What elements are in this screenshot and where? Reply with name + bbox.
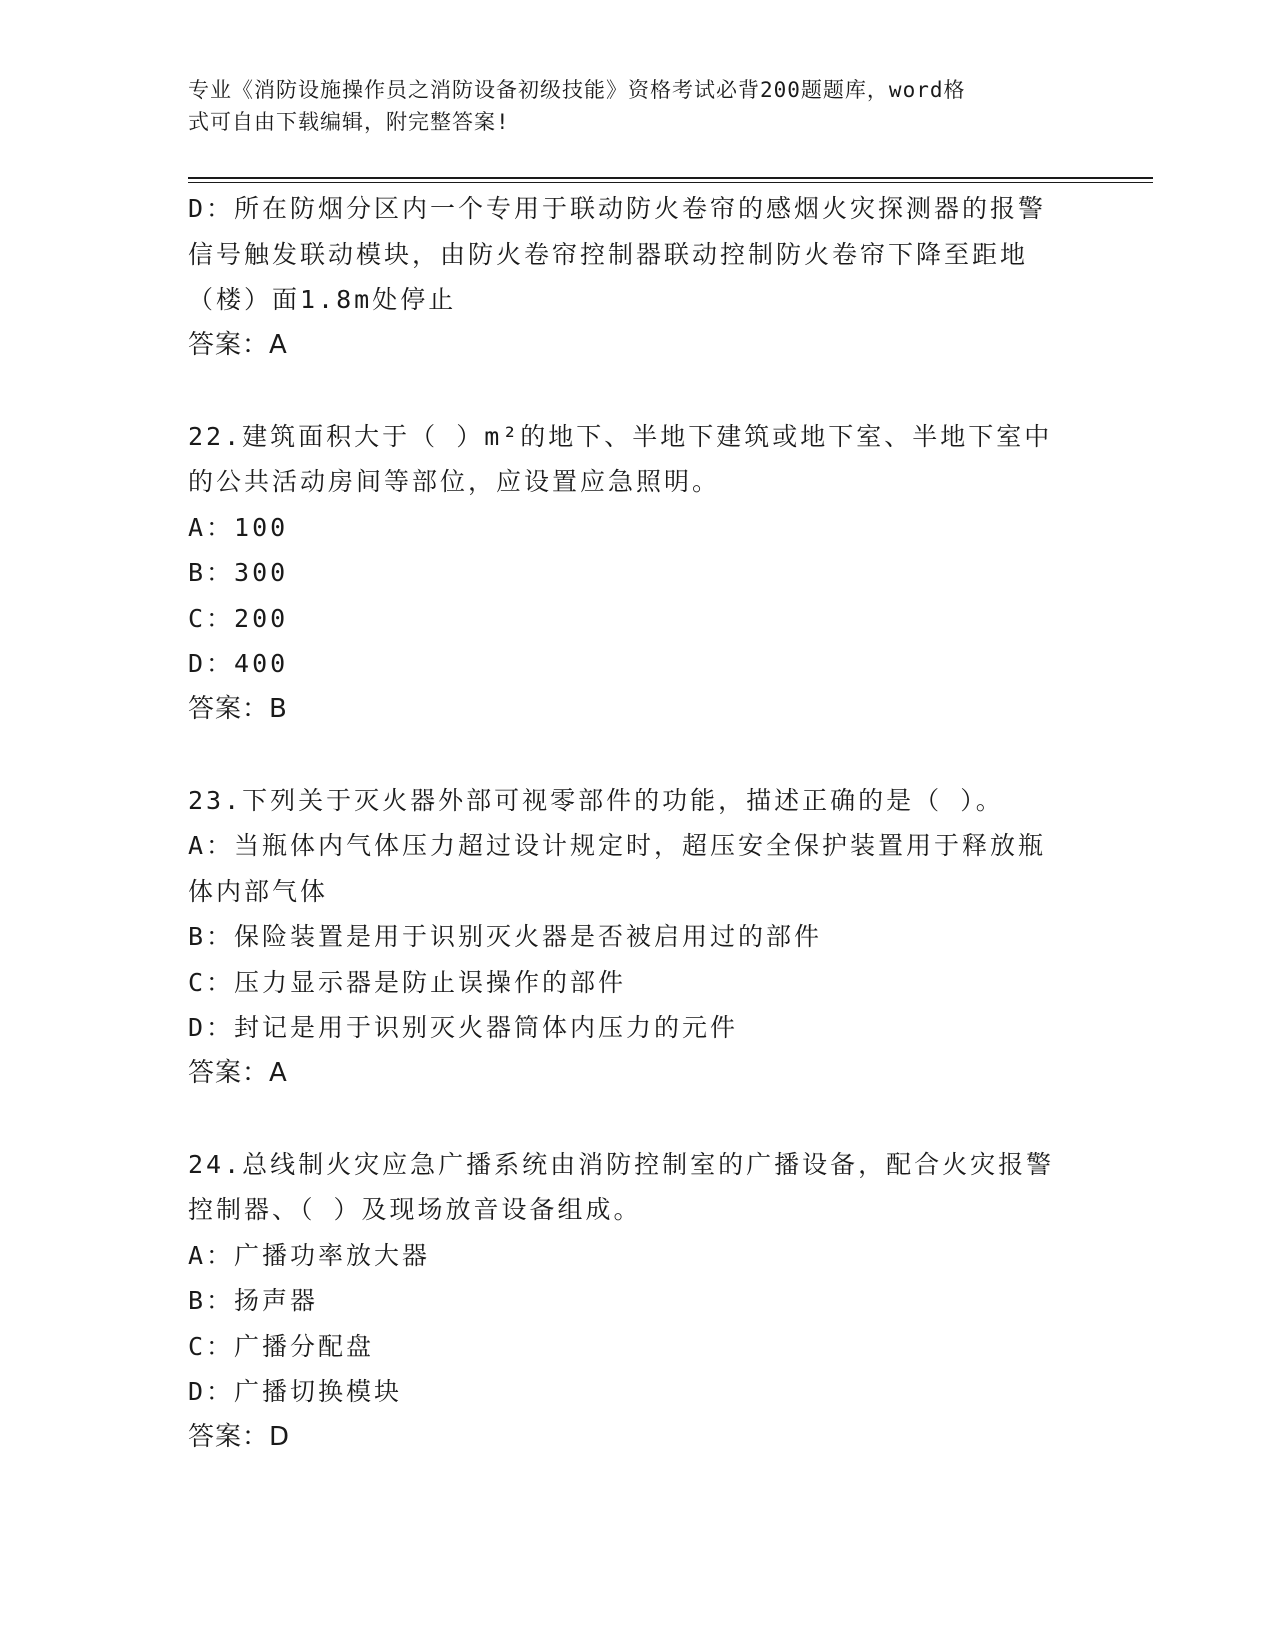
answer: 答案：B bbox=[188, 693, 288, 724]
option-d: D：400 bbox=[188, 649, 289, 678]
answer: 答案：A bbox=[188, 329, 288, 360]
header-divider-thin bbox=[188, 182, 1153, 183]
option-d-line-2: 信号触发联动模块，由防火卷帘控制器联动控制防火卷帘下降至距地 bbox=[188, 239, 1029, 269]
option-c: C：广播分配盘 bbox=[188, 1331, 375, 1361]
option-d-line-1: D：所在防烟分区内一个专用于联动防火卷帘的感烟火灾探测器的报警 bbox=[188, 194, 1047, 223]
question-stem-line-1: 24.总线制火灾应急广播系统由消防控制室的广播设备，配合火灾报警 bbox=[188, 1149, 1055, 1179]
option-c: C：压力显示器是防止误操作的部件 bbox=[188, 967, 627, 997]
spacer bbox=[188, 732, 1088, 778]
question-stem-line-2: 的公共活动房间等部位，应设置应急照明。 bbox=[188, 467, 721, 496]
option-a: A：100 bbox=[188, 512, 289, 542]
question-list bbox=[188, 186, 1088, 1460]
header-line-2: 式可自由下载编辑，附完整答案! bbox=[188, 110, 510, 134]
document-header bbox=[188, 74, 1068, 138]
option-b: B：保险装置是用于识别灭火器是否被启用过的部件 bbox=[188, 922, 823, 951]
spacer bbox=[188, 1096, 1088, 1142]
header-divider-thick bbox=[188, 177, 1153, 179]
question-stem-line-1: 22.建筑面积大于（ ）m²的地下、半地下建筑或地下室、半地下室中 bbox=[188, 421, 1053, 451]
option-a: A：广播功率放大器 bbox=[188, 1240, 431, 1270]
option-a-line-2: 体内部气体 bbox=[188, 876, 329, 906]
question-23 bbox=[188, 778, 1088, 1097]
question-22 bbox=[188, 414, 1088, 733]
question-stem-line-2: 控制器、（ ）及现场放音设备组成。 bbox=[188, 1195, 642, 1224]
option-d: D：封记是用于识别灭火器筒体内压力的元件 bbox=[188, 1013, 739, 1042]
question-24 bbox=[188, 1142, 1088, 1461]
option-b: B：300 bbox=[188, 558, 289, 587]
option-d: D：广播切换模块 bbox=[188, 1377, 403, 1406]
answer: 答案：A bbox=[188, 1057, 288, 1088]
option-d-line-3: （楼）面1.8m处停止 bbox=[188, 285, 457, 314]
option-c: C：200 bbox=[188, 603, 289, 633]
header-line-1: 专业《消防设施操作员之消防设备初级技能》资格考试必背200题题库，word格 bbox=[188, 78, 966, 102]
question-stem: 23.下列关于灭火器外部可视零部件的功能，描述正确的是（ ）。 bbox=[188, 785, 1004, 815]
previous-question-tail bbox=[188, 186, 1088, 368]
spacer bbox=[188, 368, 1088, 414]
option-b: B：扬声器 bbox=[188, 1286, 319, 1315]
option-a-line-1: A：当瓶体内气体压力超过设计规定时，超压安全保护装置用于释放瓶 bbox=[188, 831, 1047, 860]
answer: 答案：D bbox=[188, 1421, 291, 1452]
